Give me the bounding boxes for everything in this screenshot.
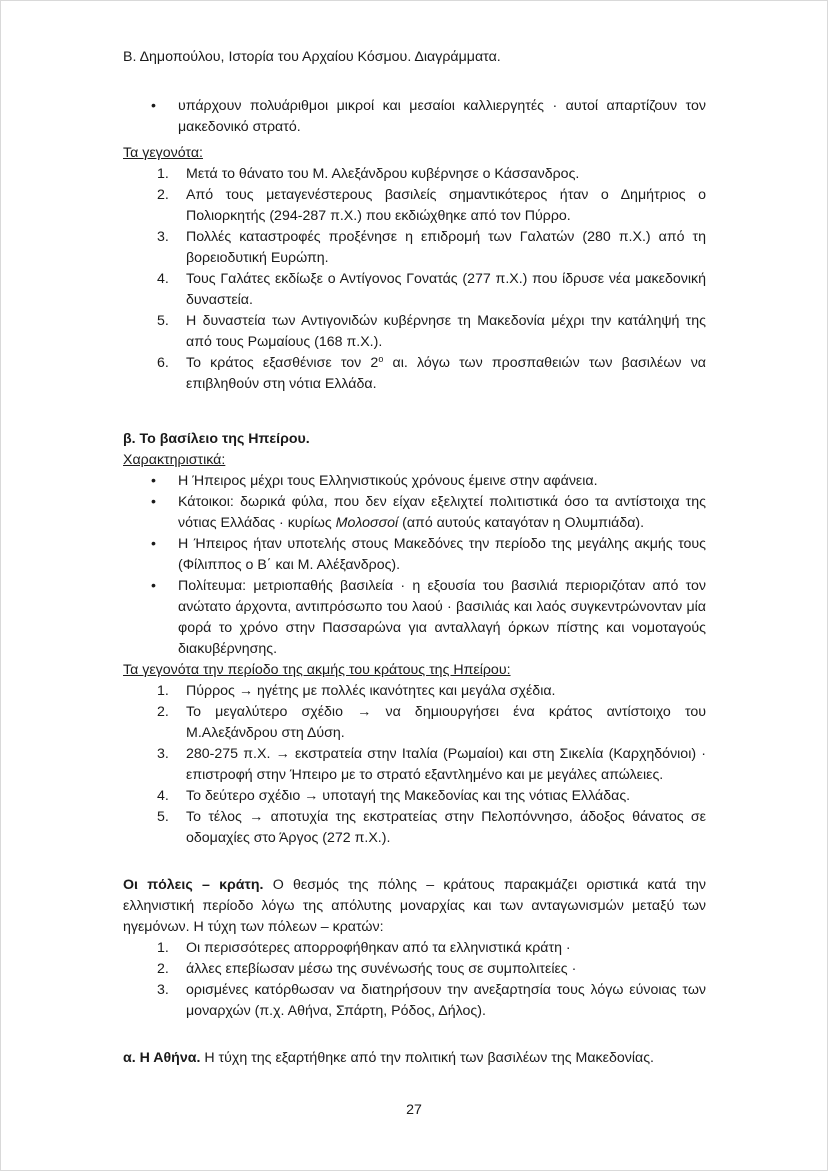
epirus-section-heading: β. Το βασίλειο της Ηπείρου. <box>123 431 310 447</box>
list-item <box>186 353 706 395</box>
list-item: Το δεύτερο σχέδιο → υποταγή της Μακεδονίας και της νότιας Ελλάδας. <box>186 788 631 804</box>
document-header: Β. Δημοπούλου, Ιστορία του Αρχαίου Κόσμου. Διαγράμματα. <box>123 49 501 65</box>
list-item: άλλες επεβίωσαν μέσω της συνένωσής τους σε συμπολιτείες · <box>186 961 577 977</box>
list-item: • Πολίτευμα: μετριοπαθής βασιλεία · η εξουσία του βασιλιά περιοριζόταν από τον ανώτατο άρχοντα, αντιπρόσωπο του λαού · βασιλιάς και λαός συγκεντρώνονταν μία φορά το χρόνο στην Πασσαρώνα για ανταλλαγή όρκων πίστης και νομοταγούς διακυβέρνησης. <box>178 576 706 660</box>
list-item: • Η Ήπειρος μέχρι τους Ελληνιστικούς χρόνους έμεινε στην αφάνεια. <box>178 471 706 492</box>
macedonia-events-list <box>123 164 706 395</box>
list-item: Το μεγαλύτερο σχέδιο → να δημιουργήσει ένα κράτος αντίστοιχο του Μ.Αλεξάνδρου στη Δύση. <box>186 704 706 741</box>
intro-bullet-list <box>123 96 706 138</box>
ordinal-superscript: ο <box>378 354 384 364</box>
list-item: Το τέλος → αποτυχία της εκστρατείας στην Πελοπόννησο, άδοξος θάνατος σε οδομαχίες στο Άργος (272 π.Χ.). <box>186 809 706 846</box>
list-item: Η δυναστεία των Αντιγονιδών κυβέρνησε τη Μακεδονία μέχρι την κατάληψή της από τους Ρωμαίους (168 π.Χ.). <box>186 313 706 350</box>
list-item: ορισμένες κατόρθωσαν να διατηρήσουν την ανεξαρτησία τους λόγω εύνοιας των μοναρχών (π.χ. Αθήνα, Σπάρτη, Ρόδος, Δήλος). <box>186 982 706 1019</box>
epirus-events-heading: Τα γεγονότα την περίοδο της ακμής του κράτους της Ηπείρου: <box>123 662 511 678</box>
text-run: (από αυτούς καταγόταν η Ολυμπιάδα). <box>398 515 645 531</box>
emphasis-text: Μολοσσοί <box>335 515 399 531</box>
list-item <box>178 492 706 534</box>
list-item: Πολλές καταστροφές προξένησε η επιδρομή των Γαλατών (280 π.Χ.) από τη βορειοδυτική Ευρώπη. <box>186 229 706 266</box>
athens-paragraph <box>123 1048 706 1069</box>
epirus-characteristics-heading: Χαρακτηριστικά: <box>123 452 226 468</box>
list-item: • Η Ήπειρος ήταν υποτελής στους Μακεδόνες την περίοδο της μεγάλης ακμής τους (Φίλιππος ο Β΄ και Μ. Αλέξανδρος). <box>178 534 706 576</box>
list-item: Από τους μεταγενέστερους βασιλείς σημαντικότερος ήταν ο Δημήτριος ο Πολιορκητής (294-287 π.Χ.) που εκδιώχθηκε από τον Πύρρο. <box>186 187 706 224</box>
epirus-events-list <box>123 681 706 849</box>
text-run: Κάτοικοι: δωρικά φύλα, που δεν είχαν εξελιχτεί πολιτιστικά όσο τα αντίστοιχα της νότιας Ελλάδας · κυρίως <box>178 494 706 531</box>
list-item: Οι περισσότερες απορροφήθηκαν από τα ελληνιστικά κράτη · <box>186 940 571 956</box>
list-item: 280-275 π.Χ. → εκστρατεία στην Ιταλία (Ρωμαίοι) και στη Σικελία (Καρχηδόνιοι) · επιστροφή στην Ήπειρο με το στρατό εξαντλημένο και με μεγάλες απώλειες. <box>186 746 706 783</box>
text-run: Η τύχη της εξαρτήθηκε από την πολιτική των βασιλέων της Μακεδονίας. <box>200 1050 654 1066</box>
cities-lead-bold: Οι πόλεις – κράτη. <box>123 877 264 893</box>
epirus-characteristics-list <box>123 471 706 660</box>
cities-fate-list <box>123 938 706 1022</box>
text-run: αι. λόγω των προσπαθειών των βασιλέων να επιβληθούν στη νότια Ελλάδα. <box>186 355 706 392</box>
text-run: Το κράτος εξασθένισε τον 2 <box>186 355 379 371</box>
list-item: Μετά το θάνατο του Μ. Αλεξάνδρου κυβέρνησε ο Κάσσανδρος. <box>186 166 580 182</box>
macedonia-events-heading: Τα γεγονότα: <box>123 145 203 161</box>
text-run: Ο θεσμός της πόλης – κράτους παρακμάζει οριστικά κατά την ελληνιστική περίοδο λόγω της απόλυτης μοναρχίας και των ανταγωνισμών μεταξύ των ηγεμόνων. Η τύχη των πόλεων – κρατών: <box>123 877 706 935</box>
list-item: • υπάρχουν πολυάριθμοι μικροί και μεσαίοι καλλιεργητές · αυτοί απαρτίζουν τον μακεδονικό στρατό. <box>178 96 706 138</box>
athens-lead-bold: α. Η Αθήνα. <box>123 1050 201 1066</box>
cities-paragraph <box>123 875 706 938</box>
list-item: Πύρρος → ηγέτης με πολλές ικανότητες και μεγάλα σχέδια. <box>186 683 556 699</box>
page-number: 27 <box>406 1102 422 1118</box>
list-item: Τους Γαλάτες εκδίωξε ο Αντίγονος Γονατάς (277 π.Χ.) που ίδρυσε νέα μακεδονική δυναστεία. <box>186 271 706 308</box>
